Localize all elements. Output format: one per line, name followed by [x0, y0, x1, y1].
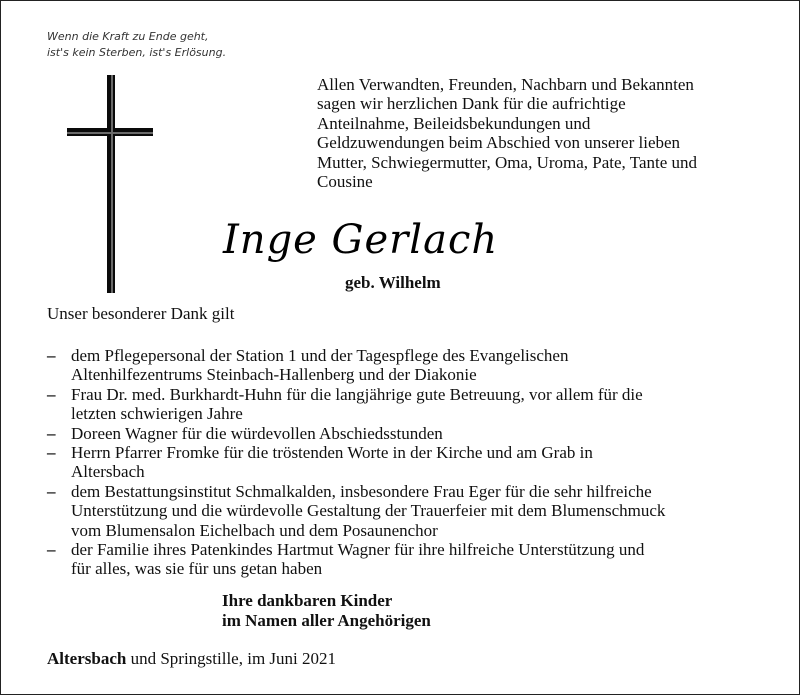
dash-bullet-icon: –: [47, 423, 56, 443]
thanks-item-line: Herrn Pfarrer Fromke für die tröstenden Worte in der Kirche und am Grab in: [71, 443, 593, 463]
intro-line: Allen Verwandten, Freunden, Nachbarn und Bekannten: [317, 75, 694, 94]
thanks-item: [47, 385, 767, 424]
thanks-item-line: Altersbach: [71, 462, 145, 482]
thanks-item-line: Frau Dr. med. Burkhardt-Huhn für die langjährige gute Betreuung, vor allem für die: [71, 384, 643, 404]
thanks-item: [47, 482, 767, 540]
date-text: und Springstille, im Juni 2021: [130, 649, 337, 668]
motto-quote: [47, 29, 226, 61]
thanks-item-line: für alles, was sie für uns getan haben: [71, 559, 323, 579]
thanks-list: [47, 346, 767, 579]
dash-bullet-icon: –: [47, 540, 56, 560]
dash-bullet-icon: –: [47, 384, 56, 404]
motto-line: ist's kein Sterben, ist's Erlösung.: [47, 46, 227, 59]
intro-line: Cousine: [317, 172, 373, 192]
thanks-item-line: Altenhilfezentrums Steinbach-Hallenberg und der Diakonie: [71, 365, 477, 385]
thanks-item-line: Doreen Wagner für die würdevollen Abschiedsstunden: [71, 423, 443, 443]
thanks-item-line: dem Pflegepersonal der Station 1 und der Tagespflege des Evangelischen: [71, 346, 569, 365]
thank-you-intro: [317, 75, 777, 191]
birth-name: geb. Wilhelm: [345, 273, 441, 292]
special-thanks-heading: Unser besonderer Dank gilt: [47, 304, 235, 323]
intro-line: sagen wir herzlichen Dank für die aufrichtige: [317, 94, 626, 114]
motto-line: Wenn die Kraft zu Ende geht,: [47, 30, 209, 43]
dash-bullet-icon: –: [47, 481, 56, 501]
thanks-item-line: Unterstützung und die würdevolle Gestaltung der Trauerfeier mit dem Blumenschmuck: [71, 501, 666, 521]
place-and-date: [47, 649, 336, 669]
place-name: Altersbach: [47, 649, 127, 668]
signer-line: Ihre dankbaren Kinder: [222, 591, 393, 610]
signature-block: [222, 591, 431, 631]
thanks-item-line: vom Blumensalon Eichelbach und dem Posaunenchor: [71, 520, 438, 540]
thanks-item: [47, 540, 767, 579]
thanks-item-line: dem Bestattungsinstitut Schmalkalden, insbesondere Frau Eger für die sehr hilfreiche: [71, 481, 652, 501]
dash-bullet-icon: –: [47, 443, 56, 463]
thanks-item: [47, 424, 767, 443]
intro-line: Anteilnahme, Beileidsbekundungen und: [317, 113, 591, 133]
deceased-name: Inge Gerlach: [223, 217, 499, 263]
dash-bullet-icon: –: [47, 346, 56, 365]
thanks-item: [47, 346, 767, 385]
thanks-item-line: der Familie ihres Patenkindes Hartmut Wagner für ihre hilfreiche Unterstützung und: [71, 540, 645, 560]
thanks-item-line: letzten schwierigen Jahre: [71, 404, 243, 424]
thanks-item: [47, 443, 767, 482]
intro-line: Geldzuwendungen beim Abschied von unserer lieben: [317, 133, 681, 153]
cross-icon: [67, 75, 153, 293]
signer-line: im Namen aller Angehörigen: [222, 611, 431, 630]
intro-line: Mutter, Schwiegermutter, Oma, Uroma, Pate, Tante und: [317, 152, 698, 172]
